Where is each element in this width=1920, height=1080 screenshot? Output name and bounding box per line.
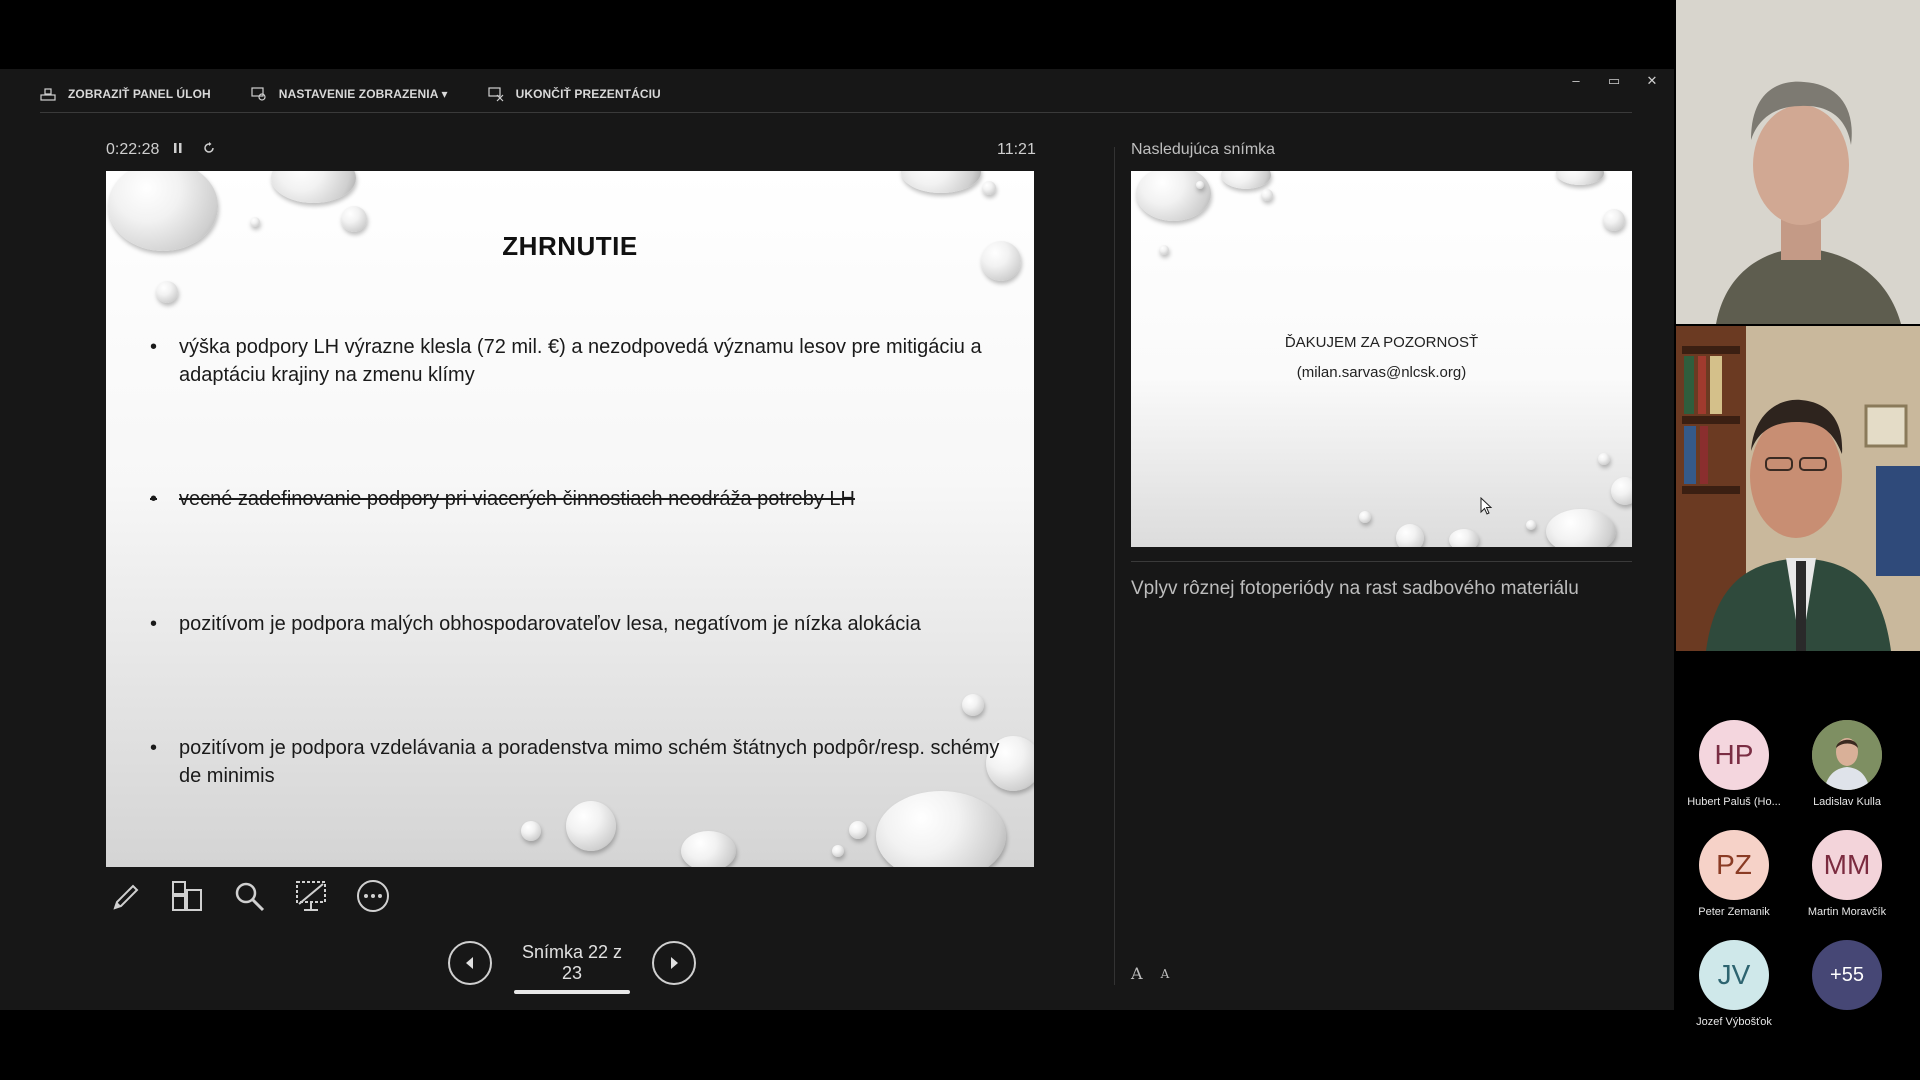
zoom-button[interactable] — [230, 877, 268, 915]
participant-avatar[interactable] — [1674, 940, 1794, 1028]
pane-divider[interactable] — [1114, 147, 1115, 985]
avatar: MM — [1812, 830, 1882, 900]
person-video-image — [1676, 326, 1920, 651]
bullet-text: pozitívom je podpora vzdelávania a poradenstva mimo schém štátnych podpôr/resp. schémy de minimis — [179, 737, 1000, 787]
slide-bullet-strikethrough — [150, 485, 1010, 513]
water-drop — [1396, 524, 1424, 547]
notes-divider — [1131, 561, 1632, 562]
water-drop — [962, 694, 984, 716]
show-taskbar-button[interactable] — [40, 86, 211, 102]
participant-avatar[interactable] — [1787, 830, 1907, 918]
water-drop — [681, 831, 736, 867]
water-drop — [1136, 171, 1211, 221]
participant-name: Hubert Paluš (Ho... — [1687, 796, 1781, 808]
next-slide-heading: Nasledujúca snímka — [1131, 141, 1276, 158]
water-drop — [832, 845, 844, 857]
restart-timer-button[interactable] — [202, 141, 216, 158]
water-drop — [1159, 245, 1169, 255]
participant-avatar[interactable] — [1674, 720, 1794, 808]
bullet-marker: • — [150, 613, 158, 635]
participant-video-1[interactable] — [1676, 0, 1920, 324]
slide-counter[interactable]: Snímka 22 z 23 — [512, 942, 632, 984]
avatar: PZ — [1699, 830, 1769, 900]
increase-font-button[interactable]: A — [1131, 964, 1143, 983]
presenter-toolbar — [40, 83, 661, 105]
black-screen-icon — [293, 878, 329, 914]
water-drop — [1449, 529, 1479, 547]
water-drop — [901, 171, 981, 193]
water-drop — [1598, 453, 1610, 465]
arrow-right-icon — [666, 955, 682, 971]
more-participants-button[interactable] — [1787, 940, 1907, 1010]
slides-grid-icon — [169, 878, 205, 914]
display-settings-icon — [251, 86, 267, 102]
water-drop — [1611, 477, 1632, 505]
slide-tools — [106, 877, 392, 915]
water-drop — [1526, 520, 1536, 530]
water-drop — [1603, 209, 1625, 231]
bullet-text: pozitívom je podpora malých obhospodarovateľov lesa, negatívom je nízka alokácia — [179, 613, 921, 635]
water-drop — [341, 206, 367, 232]
person-video-image — [1676, 0, 1920, 324]
slide-title: ZHRNUTIE — [502, 231, 638, 261]
participant-avatar[interactable] — [1787, 720, 1907, 808]
water-drop — [156, 281, 178, 303]
water-drop — [849, 821, 867, 839]
speaker-notes[interactable]: Vplyv rôznej fotoperiódy na rast sadbového materiálu — [1131, 578, 1579, 599]
pen-tool-button[interactable] — [106, 877, 144, 915]
bullet-text: vecné zadefinovanie podpory pri viacerých činnostiach neodráža potreby LH — [179, 488, 855, 510]
avatar: JV — [1699, 940, 1769, 1010]
current-slide — [106, 171, 1034, 867]
restore-button[interactable]: ▭ — [1607, 73, 1621, 88]
bullet-marker: • — [150, 488, 158, 510]
next-slide-button[interactable] — [652, 941, 696, 985]
water-drop — [1556, 171, 1604, 185]
slide-bullet — [150, 333, 1010, 389]
water-drop — [1261, 189, 1273, 201]
window-controls — [1566, 73, 1662, 89]
next-slide-title: ĎAKUJEM ZA POZORNOSŤ — [1284, 334, 1479, 351]
participant-name: Martin Moravčík — [1807, 906, 1887, 918]
restart-icon — [202, 141, 216, 155]
water-drop — [876, 791, 1006, 867]
elapsed-timer: 0:22:28 — [106, 141, 160, 158]
avatar: HP — [1699, 720, 1769, 790]
participant-name: Peter Zemanik — [1698, 906, 1770, 918]
next-slide-preview[interactable] — [1131, 171, 1632, 547]
decrease-font-button[interactable]: A — [1160, 967, 1170, 981]
water-drop — [521, 821, 541, 841]
close-button[interactable]: ✕ — [1646, 73, 1658, 88]
end-slideshow-icon — [488, 86, 504, 102]
participant-name: Ladislav Kulla — [1813, 796, 1881, 808]
more-participants-count: +55 — [1812, 940, 1882, 1010]
participant-avatar[interactable] — [1674, 830, 1794, 918]
end-slideshow-label: UKONČIŤ PREZENTÁCIU — [515, 87, 661, 101]
end-slideshow-button[interactable] — [488, 86, 661, 102]
water-drop — [1359, 511, 1371, 523]
current-time: 11:21 — [997, 141, 1036, 158]
black-screen-button[interactable] — [292, 877, 330, 915]
arrow-left-icon — [462, 955, 478, 971]
mouse-cursor-icon — [1480, 497, 1494, 517]
water-drop — [1546, 509, 1616, 547]
taskbar-icon — [40, 86, 56, 102]
pause-icon — [172, 141, 184, 155]
zoom-icon — [231, 878, 267, 914]
display-settings-label: NASTAVENIE ZOBRAZENIA ▾ — [278, 87, 448, 101]
participant-name: Jozef Výbošťok — [1696, 1016, 1772, 1028]
water-drop — [250, 217, 260, 227]
slide-navigation — [448, 941, 696, 985]
pen-icon — [107, 878, 143, 914]
pause-timer-button[interactable] — [172, 141, 184, 158]
show-taskbar-label: ZOBRAZIŤ PANEL ÚLOH — [68, 87, 211, 101]
water-drop — [271, 171, 356, 203]
see-all-slides-button[interactable] — [168, 877, 206, 915]
bullet-marker: • — [150, 737, 158, 759]
next-slide-email: (milan.sarvas@nlcsk.org) — [1296, 364, 1467, 381]
avatar — [1812, 720, 1882, 790]
bullet-text: výška podpory LH výrazne klesla (72 mil. €) a nezodpovedá významu lesov pre mitigáciu a adaptáciu krajiny na zmenu klímy — [179, 336, 982, 386]
meeting-participants-panel — [1674, 0, 1920, 1080]
minimize-button[interactable]: – — [1572, 73, 1580, 88]
presenter-view — [0, 69, 1674, 1010]
slide-bullet — [150, 734, 1010, 790]
participant-video-2[interactable] — [1676, 326, 1920, 651]
water-drop — [1196, 181, 1204, 189]
water-drop — [566, 801, 616, 851]
avatar-photo — [1812, 720, 1882, 790]
toolbar-divider — [40, 112, 1632, 113]
slide-bullet — [150, 610, 1010, 638]
water-drop — [982, 181, 996, 195]
notes-font-controls — [1131, 964, 1169, 983]
water-drop — [1221, 171, 1271, 189]
previous-slide-button[interactable] — [448, 941, 492, 985]
more-options-button[interactable] — [354, 877, 392, 915]
bullet-marker: • — [150, 336, 158, 358]
display-settings-button[interactable] — [251, 86, 448, 102]
more-options-icon — [355, 878, 391, 914]
